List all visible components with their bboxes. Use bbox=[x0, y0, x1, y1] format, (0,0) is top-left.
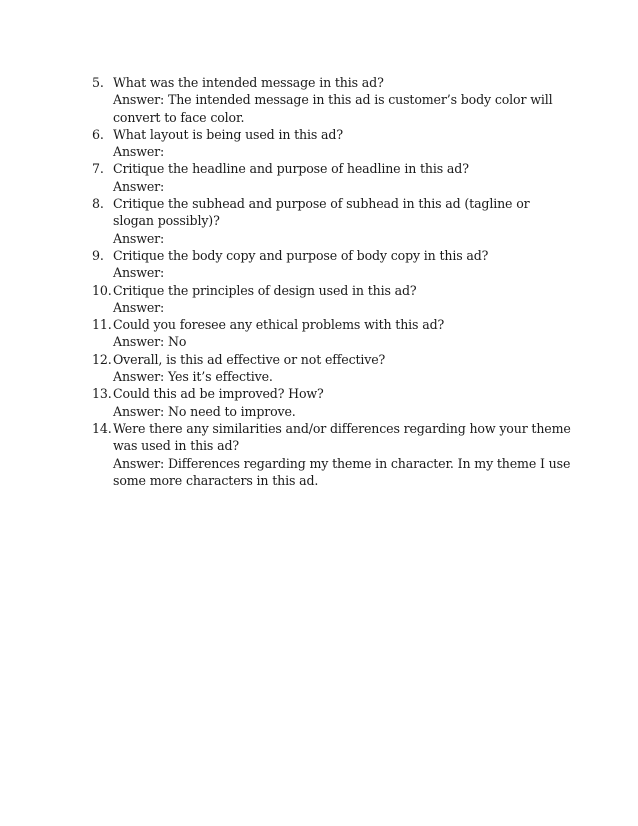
question-number: 12. bbox=[92, 351, 112, 367]
question-item-13 bbox=[92, 385, 572, 420]
question-body bbox=[113, 74, 572, 126]
question-text: Critique the headline and purpose of headline in this ad? bbox=[113, 161, 469, 177]
question-number: 11. bbox=[92, 317, 112, 333]
question-text: Could you foresee any ethical problems with this ad? bbox=[113, 317, 445, 333]
question-text: What was the intended message in this ad? bbox=[113, 75, 384, 90]
question-body bbox=[113, 316, 572, 351]
question-text: Could this ad be improved? How? bbox=[113, 386, 324, 402]
question-list bbox=[92, 74, 572, 489]
question-item-10 bbox=[92, 282, 572, 317]
question-text: Overall, is this ad effective or not effective? bbox=[113, 351, 386, 367]
question-number: 8. bbox=[92, 196, 104, 212]
question-body bbox=[113, 160, 572, 195]
question-number: 10. bbox=[92, 282, 112, 298]
question-item-7 bbox=[92, 160, 572, 195]
question-number: 5. bbox=[92, 75, 104, 90]
question-item-11 bbox=[92, 316, 572, 351]
question-text: Critique the subhead and purpose of subhead in this ad (tagline or slogan possibly)? bbox=[113, 196, 530, 229]
question-item-5 bbox=[92, 74, 572, 126]
question-number: 9. bbox=[92, 247, 104, 263]
answer-text: Answer: The intended message in this ad is customer’s body color will convert to face color. bbox=[113, 92, 553, 125]
question-item-14 bbox=[92, 420, 572, 489]
question-number: 7. bbox=[92, 161, 104, 177]
question-text: Critique the principles of design used in this ad? bbox=[113, 282, 417, 298]
answer-text: Answer: Differences regarding my theme in character. In my theme I use some more characters in this ad. bbox=[113, 455, 571, 488]
question-body bbox=[113, 351, 572, 386]
question-item-9 bbox=[92, 247, 572, 282]
question-item-6 bbox=[92, 126, 572, 161]
answer-text: Answer: bbox=[113, 230, 165, 246]
answer-text: Answer: bbox=[113, 265, 165, 281]
question-body bbox=[113, 195, 572, 247]
answer-text: Answer: No bbox=[113, 334, 187, 350]
question-number: 14. bbox=[92, 420, 112, 436]
answer-text: Answer: Yes it’s effective. bbox=[113, 369, 273, 385]
question-body bbox=[113, 385, 572, 420]
question-item-12 bbox=[92, 351, 572, 386]
question-text: Critique the body copy and purpose of body copy in this ad? bbox=[113, 247, 489, 263]
answer-text: Answer: bbox=[113, 299, 165, 315]
answer-text: Answer: No need to improve. bbox=[113, 403, 296, 419]
question-number: 6. bbox=[92, 126, 104, 142]
question-body bbox=[113, 247, 572, 282]
question-body bbox=[113, 126, 572, 161]
question-body bbox=[113, 282, 572, 317]
question-text: Were there any similarities and/or differences regarding how your theme was used in this ad? bbox=[113, 420, 571, 454]
answer-text: Answer: bbox=[113, 178, 165, 194]
question-body bbox=[113, 420, 572, 489]
question-number: 13. bbox=[92, 386, 112, 402]
question-item-8 bbox=[92, 195, 572, 247]
question-text: What layout is being used in this ad? bbox=[113, 126, 343, 142]
answer-text: Answer: bbox=[113, 144, 165, 160]
